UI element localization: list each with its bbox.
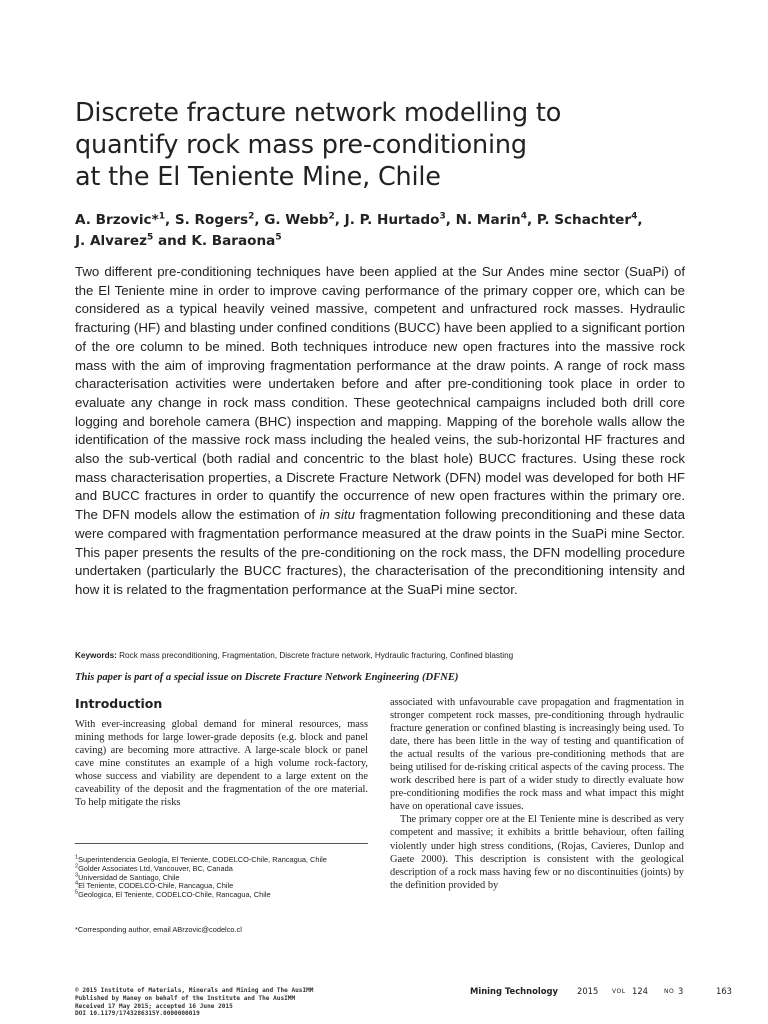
affiliation-mark: 4 xyxy=(631,211,638,222)
affiliation-mark: 3 xyxy=(439,211,446,222)
keywords-label: Keywords: xyxy=(75,651,117,660)
keywords-text: Rock mass preconditioning, Fragmentation, Discrete fracture network, Hydraulic fracturing, Confined blasting xyxy=(119,651,514,660)
affiliations xyxy=(75,856,375,900)
abstract-text: fragmentation following preconditioning and these data were compared with fragmentation performance measured at the draw points in the SuaPi mine Sector. This paper presents the results of the pre-conditioning on the rock mass, the DFN modelling procedure undertaken (particularly the BUCC fractures), the characterisation of the preconditioning intensity and how it is related to the fragmentation performance at the SuaPi mine sector. xyxy=(75,507,685,597)
title-line: quantify rock mass pre-conditioning xyxy=(75,130,527,160)
page-number: 163 xyxy=(716,986,732,996)
affiliation-item: $^4$El Teniente, CODELCO-Chile, Rancagua, Chile xyxy=(75,880,234,891)
abstract-text: Two different pre-conditioning techniques have been applied at the Sur Andes mine sector (SuaPi) of the El Teniente mine in order to improve caving performance of the primary copper ore, which can be considered as a typical heavily veined massive, competent and unfractured rock masses. Hydraulic fracturing (HF) and blasting under confined conditions (BUCC) have been applied to a significant portion of the ore column to be mined. Both techniques introduce new open fractures into the massive rock mass with the aim of improving fragmentation performance at the draw points. A range of rock mass characterisation activities were undertaken before and after pre-conditioning took place in order to evaluate any change in rock mass condition. These geotechnical campaigns included both drill core logging and borehole camera (BHC) inspection and mapping. Mapping of the borehole walls allow the identification of the massive rock mass including the healed veins, the sub-horizontal HF fractures and also the sub-vertical (both radial and concentric to the blast hole) BUCC fractures. Using these rock mass characterisation properties, a Discrete Fracture Network (DFN) model was developed for both HF and BUCC fractures in order to quantify the occurrence of new open fractures within the primary ore. The DFN models allow the estimation of xyxy=(75,264,685,523)
abstract xyxy=(75,263,685,600)
affiliation-mark: 2 xyxy=(328,211,335,222)
title-line: at the El Teniente Mine, Chile xyxy=(75,162,441,192)
volume-label: VOL xyxy=(612,988,626,995)
author-list xyxy=(75,210,715,252)
affiliation-mark: 1 xyxy=(158,211,165,222)
affiliation-item: $^5$Geologica, El Teniente, CODELCO-Chile, Rancagua, Chile xyxy=(75,889,271,900)
author-line-1 xyxy=(75,210,715,231)
footnote-divider xyxy=(75,843,368,844)
body-column-right xyxy=(390,696,684,892)
keywords xyxy=(75,651,715,660)
publisher-line: Published by Maney on behalf of the Institute and The AusIMM xyxy=(75,994,296,1002)
author-name: , N. Marin xyxy=(445,212,521,228)
corresponding-author: *Corresponding author, email ABrzovic@codelco.cl xyxy=(75,925,242,934)
title-line: Discrete fracture network modelling to xyxy=(75,98,562,128)
author-name: , S. Rogers xyxy=(164,212,249,228)
body-column-left xyxy=(75,718,368,809)
author-name: , G. Webb xyxy=(254,212,329,228)
author-name: and K. Baraona xyxy=(153,233,276,249)
affiliation-item: $^2$Golder Associates Ltd, Vancouver, BC, Canada xyxy=(75,863,233,873)
affiliation-mark: 5 xyxy=(275,232,282,243)
author-name: , J. P. Hurtado xyxy=(334,212,440,228)
affiliation-mark: 2 xyxy=(248,211,255,222)
author-separator: , xyxy=(637,212,643,228)
article-title xyxy=(75,97,715,193)
issue-number: 3 xyxy=(678,986,684,996)
received-line: Received 17 May 2015; accepted 16 June 2015 xyxy=(75,1002,233,1010)
section-heading: Introduction xyxy=(75,696,163,711)
copyright-line: © 2015 Institute of Materials, Minerals and Mining and The AusIMM xyxy=(75,987,314,994)
journal-name: Mining Technology xyxy=(470,986,558,996)
abstract-italic: in situ xyxy=(319,507,356,523)
paragraph: The primary copper ore at the El Teniente mine is described as very competent and massive; it exhibits a brittle behaviour, often failing violently under high stress conditions, (Rojas, Cavieres, Dunlop and Gaete 2000). This description is consistent with the geological description of a rock mass having few or no discontinuities (joints) by the definition provided by xyxy=(390,814,684,891)
affiliation-mark: 5 xyxy=(147,232,154,243)
affiliation-item: $^3$Universidad de Santiago, Chile xyxy=(75,872,180,882)
author-name: J. Alvarez xyxy=(75,233,148,249)
issue-label: NO xyxy=(664,988,675,995)
volume-number: 124 xyxy=(632,986,648,996)
paragraph: associated with unfavourable cave propagation and fragmentation in stronger competent rock masses, pre-conditioning through hydraulic fracture generation or confined blasting is increasingly being used. To date, there has been little in the way of testing and quantification of the actual results of the various pre-conditioning methods that are being utilised for de-risking critical aspects of the caving process. The work described here is part of a wider study to directly evaluate how pre-conditioning modifies the rock mass and what impact this might have on operational cave issues. xyxy=(390,697,684,813)
paragraph: With ever-increasing global demand for mineral resources, mass mining methods for large lower-grade deposits (e.g. block and panel caving) are becoming more attractive. A large-scale block or panel cave mine constitutes an example of a high volume rock-factory, whose success and viability are dependent to a large extent on the caveability of the deposit and the fragmentation of the ore material. To help mitigate the risks xyxy=(75,719,368,809)
author-name: , P. Schachter xyxy=(526,212,632,228)
author-line-2 xyxy=(75,231,715,252)
author-name: A. Brzovic* xyxy=(75,212,159,228)
special-issue-note: This paper is part of a special issue on Discrete Fracture Network Engineering (DFNE) xyxy=(75,672,459,683)
doi-line: DOI 10.1179/1743286315Y.0000000019 xyxy=(75,1010,200,1018)
publication-info xyxy=(75,987,375,1018)
journal-year: 2015 xyxy=(577,986,599,996)
affiliation-item: $^1$Superintendencia Geología, El Teniente, CODELCO-Chile, Rancagua, Chile xyxy=(75,854,327,864)
affiliation-mark: 4 xyxy=(520,211,527,222)
